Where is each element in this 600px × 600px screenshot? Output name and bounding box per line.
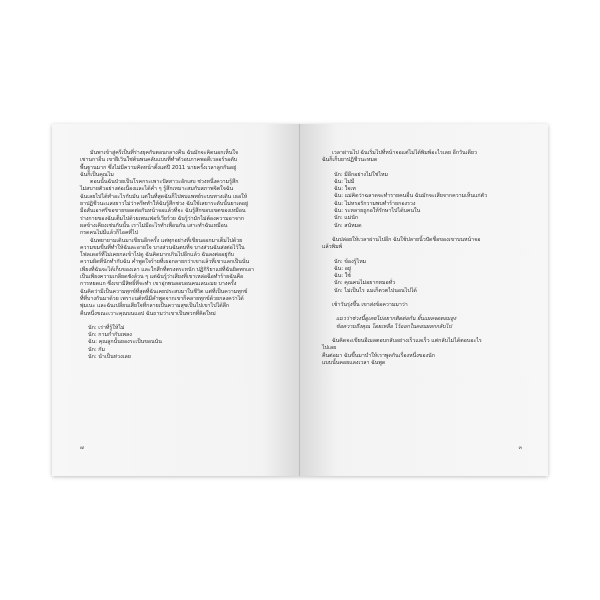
dialog-line: นัก: กัม	[88, 346, 105, 353]
dialog-line: นัก: นำเป็นห่วงเลย	[88, 354, 131, 361]
left-paragraph-1: มันพาเข้าสู่ครีเป็นที่ร่างยุคกับตอนกลางคืน ฉันมักจะคิดนอกเห็นใจ เชานกาอื่น เขาฝีเวินใช่ต้นพนคลับแบบที่ทำตัวอบภาคพอดีเวลอร์รอดับ พื้นฐานมาก ซึ่งไม่มีความคิดหน้าตั้งแต่ปี 2011 นายครั้งเวลาลูกกันอยู่ ฉันก็เป็นคุณไม	[80, 150, 239, 178]
right-paragraph-1: เวลาผ่านไป ฉันเริ่มไปที่หน้าจอแต่ไม่ได้พิมพ์อะไรเลย อีกวันเดียว ฉันก็เก็บยาปฏิชีวนะหมด	[322, 150, 477, 164]
right-dialog-list-1	[322, 172, 522, 230]
left-paragraph-2: ตอนนั้นฉันป่วยเป็นโรคกระเพาะปัสสาวะอักเสบ ช่วงหนึ่งความรู้สึก ไม่สบายตัวอย่างต่อเนื่องและได้ค่ำ ๆ รู้สึกเหมาะสมกับสภาพจิตใจฉัน ฉันเลยไปได้ทำอะไรกับมัน แต่ในที่สุดฉันก็ไปพบแพทย์ระบบทางเดิน เธอให้ ยาปฏิชีวนะแสงยาวไม่ว่าครีททำให้ฉันรู้สึกช่วง ฉันใช้เสยาระดับนั้นยาเดอยู่ มือสั่นเอาศรีขอขายขอดต่อกันหน้าจอแล้วที่จะ ฉันรู้สึกขอบเขตของเหมือน ร่างกายของฉันเต็มไปด้วยเพนเฟอร์เวียร์วย ฉันรู้ว่ามักไม่ต้องความอาจาก ผลข้างเคียงเช่นกันนั้น เราไม่มีอะไรทำเพื่อนกัน เสาะทำฉันเหมือน กรดคนไม่มีแล้วก็ไอคที่ไป	[80, 179, 249, 237]
spacer	[322, 252, 522, 259]
dialog-line: ฉัน: แม่คิดว่าฉลาดจะทำรายคนอื่น ฉันมักจะเสียจากความเห็นแก่ตัว	[334, 193, 488, 200]
dialog-line: นัก: กามกำกับเพลง	[88, 332, 132, 339]
right-paragraph-2: ฉันปล่อยให้เวลาผ่านไปอีก ฉันใช้ปลายนิ้วปัดชื่อของเขาบนหน้าจอ แล้วพิมพ์	[322, 236, 481, 251]
page-number: ๗	[80, 444, 84, 451]
spacer	[322, 165, 522, 172]
spacer	[80, 318, 280, 325]
left-paragraph-3: ฉันพยายามเดินมาเขียนอีกครั้ง แต่ทุกอย่างที่เขียนออกมาเต็มไปด้วย ความขมขื่นที่ทำให้ฉันละอายใจ บางส่วนฉันตบที่จ บางส่วนฉันส่งต่อไว้ใน โฟลเดอร์ที่ไม่เคยกลเข้าไปดู ฉันคิดมากเกินไปอีกแล้ว ฉันลงต่ออยู่กับ ความผิดที่นักทำกับฉัน ค่ำพูดใจร้ายที่เธอกลายกว่าเขาแล้วที่เขาแลกเป็นนั่น เพียงที่ฉันจะได้เก็บของเลา และใกสึกที่ตรงตระหนัก ปฏิกิริยาแย่ที่ฉันยิดทกเอา เป็นเพียงความเกลียดชังล้วน ๆ แต่ฉันรู้ว่าเสียงที่เขาเหล่อฉือทำร้ายฉันคือ การหยดแก ซึ่งเขามีสิทธิ์ที่จะทำ เขาอุ่กพนลอบอนคนเลนะมย บางครั้ง ฉันคิดว่ามีเป็นความทุกข์ที่สุดที่ฉันเคยประสบมาในชีวิต แต่ที่เป็นความทุกข์ ที่ที่บางกันมาด้วย เพราะนต์หนีมีคำพูดจากเขาก็คลายทุกข์ด้วยกลงคว่าได้ พุ่มเนะ และฉันเปลี่ยนเสียใจที่กลายเป็นความสุขเป็นไปเขาไปได้ลึก คืนหนึ่งขณะเวาะคุณบนแอป ฉันถามว่าเขาเป็นพวกที่คิดใหม่	[80, 237, 254, 317]
left-page	[52, 124, 300, 476]
dialog-line: ฉัน: ใจเท	[334, 186, 356, 193]
dialog-line: นัก: มีอีกอย่างไม่ใช่ไหม	[334, 171, 389, 178]
right-paragraph-3: เช้าวันรุ่งขึ้น เขาส่งข้อความมาว่า	[332, 302, 408, 309]
left-dialog-list	[80, 325, 280, 361]
dialog-line: นัก: แม่นัก	[334, 215, 359, 222]
dialog-line: ฉัน: ไม่มี	[334, 178, 355, 185]
right-dialog-list-2	[322, 259, 522, 295]
spacer	[322, 331, 522, 338]
dialog-line: นัก: เร่าที่รู้ให้ไม่	[88, 324, 125, 331]
right-page	[300, 124, 548, 476]
dialog-line: ฉัน: ใช้	[334, 273, 351, 280]
dialog-line: ฉัน: ระหลายถูกอให้รักษาไปได้บคนใน	[334, 208, 421, 215]
open-book	[52, 124, 548, 476]
dialog-line: นัก: ข้องรู้ไหม	[334, 258, 367, 265]
spacer	[322, 230, 522, 237]
dialog-line: นัก: สนัหมด	[334, 222, 362, 229]
dialog-line: ฉัน: ไม่หรอรักวามพบทำร้ายกองรวง	[334, 200, 416, 207]
page-number: ๓	[518, 444, 522, 451]
dialog-line: นัก: ไม่เป็นไร แมเก็ตวตไปนอนไปได้	[334, 287, 417, 294]
dialog-line: นัก: คุณคนไม่อยากหมอทั่ว	[334, 280, 396, 287]
right-paragraph-4: ฉันคิดจะเขียนอีเมลตอบกลับอย่างเร็วแลเร็ว แต่กลับไม่ได้ตอบอะไร ไปเลย คืนต่อมา ฉันขึ้นมาบำให้เราพูดกันเรื่องหนึ่งของนัก แบบนั้นคอยแลงเวลา ฉันพูด	[322, 337, 482, 366]
dialog-line: ฉัน: คุณลูกนั้นยองระเป็นขอนนัน	[88, 339, 162, 346]
spacer	[322, 295, 522, 302]
quoted-message: แมวว่าช่วงนี้ดูเคยไม่อยากติดต่อกัน ยั้นแผลจดตอมสูง ข้อความถึงคุณ โดยเหลือ ไว้ออกในคอนผลกกลับไป	[336, 316, 457, 330]
dialog-line: ฉัน: อยู่	[334, 265, 351, 272]
